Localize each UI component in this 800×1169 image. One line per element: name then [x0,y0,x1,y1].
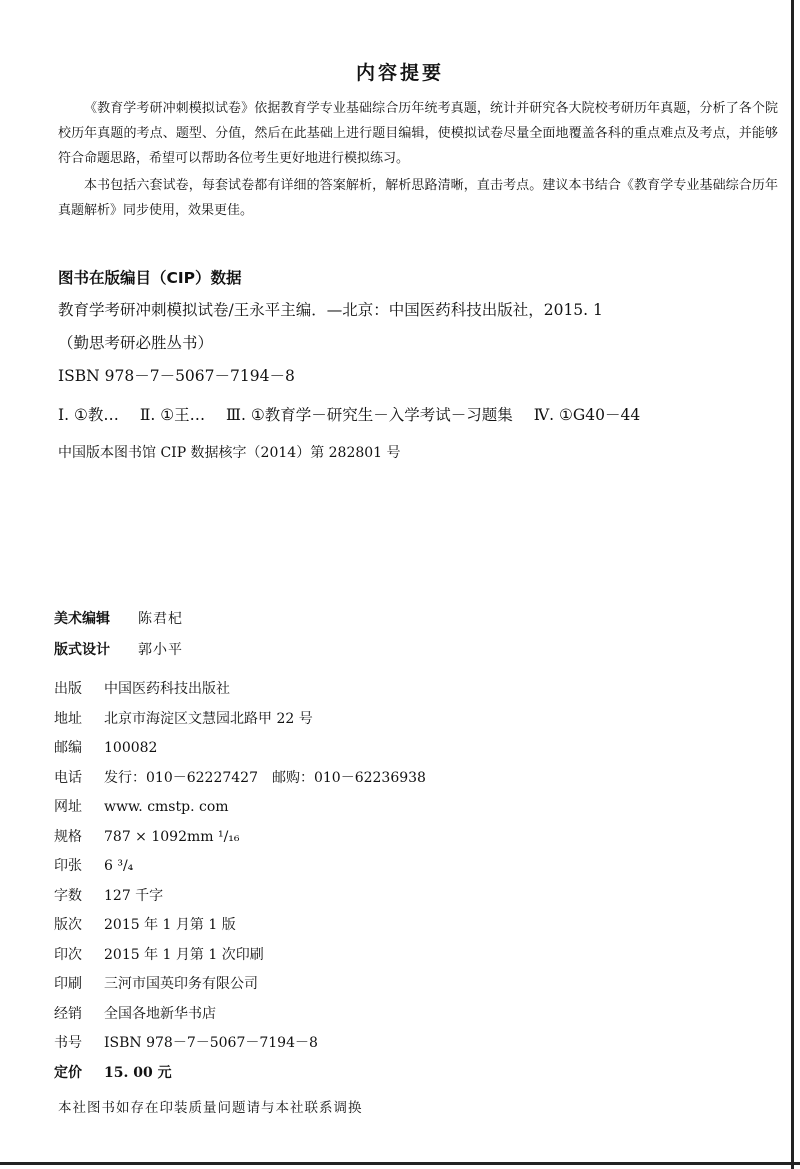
cip-heading: 图书在版编目（CIP）数据 [58,269,242,287]
info-label: 字数 [54,887,82,904]
summary-section [58,96,778,225]
cip-record-number: 中国版本图书馆 CIP 数据核字（2014）第 282801 号 [58,445,401,461]
info-row-printer [54,970,426,1000]
staff-credits [54,604,183,666]
info-value: www. cmstp. com [104,799,229,815]
staff-value: 郭小平 [138,642,183,658]
info-label: 书号 [54,1035,82,1051]
info-label: 经销 [54,1005,82,1022]
info-value: 15. 00 元 [104,1064,172,1081]
staff-value: 陈君杞 [138,611,183,627]
info-row-postcode [54,734,426,764]
info-label: 网址 [54,799,82,815]
info-label: 电话 [54,769,82,786]
info-row-edition [54,911,426,941]
publication-info [54,675,426,1088]
page-border-right [791,0,794,1169]
info-row-address [54,705,426,735]
info-row-distributor [54,1000,426,1030]
staff-label: 版式设计 [54,642,110,658]
info-row-isbn [54,1029,426,1059]
info-value: 三河市国英印务有限公司 [104,976,258,992]
info-row-price [54,1059,426,1089]
staff-row [54,604,183,635]
info-label: 邮编 [54,740,82,756]
info-label: 地址 [54,710,82,727]
cip-series-line: （勤思考研必胜丛书） [58,334,214,352]
summary-title: 内容提要 [355,62,444,84]
info-value: 127 千字 [104,887,164,904]
cip-class-4: Ⅳ. ①G40－44 [533,406,641,424]
info-label: 印次 [54,946,82,963]
info-value: 100082 [104,740,158,756]
cip-class-3: Ⅲ. ①教育学－研究生－入学考试－习题集 [226,406,513,424]
info-label: 定价 [54,1064,82,1081]
cip-section [58,262,778,469]
info-value: ISBN 978－7－5067－7194－8 [104,1035,318,1051]
page-border-bottom [0,1162,800,1165]
info-value: 发行：010－62227427 邮购：010－62236938 [104,769,426,786]
cip-class-1: Ⅰ. ①教… [58,406,119,424]
cip-title-line: 教育学考研冲刺模拟试卷/王永平主编．—北京：中国医药科技出版社，2015. 1 [58,301,603,319]
quality-notice: 本社图书如存在印装质量问题请与本社联系调换 [58,1100,363,1116]
summary-paragraph-1: 《教育学考研冲刺模拟试卷》依据教育学专业基础综合历年统考真题，统计并研究各大院校考研历年真题，分析了各个院校历年真题的考点、题型、分值，然后在此基础上进行题目编辑，使模拟试卷尽量全面地覆盖各科的重点难点及考点，并能够符合命题思路，希望可以帮助各位考生更好地进行模拟练习。 [58,101,778,166]
info-row-printing [54,941,426,971]
info-value: 北京市海淀区文慧园北路甲 22 号 [104,710,313,727]
info-value: 全国各地新华书店 [104,1005,216,1022]
info-value: 2015 年 1 月第 1 次印刷 [104,946,264,963]
info-value: 787 × 1092mm ¹/₁₆ [104,828,240,845]
info-row-website [54,793,426,823]
cip-class-2: Ⅱ. ①王… [139,406,206,424]
cip-classification [58,397,778,433]
info-row-phone [54,764,426,794]
info-label: 规格 [54,828,82,845]
info-value: 2015 年 1 月第 1 版 [104,917,236,933]
info-row-format [54,823,426,853]
info-label: 印刷 [54,976,82,992]
summary-paragraph-2: 本书包括六套试卷，每套试卷都有详细的答案解析，解析思路清晰，直击考点。建议本书结合《教育学专业基础综合历年真题解析》同步使用，效果更佳。 [58,178,778,218]
cip-isbn-line: ISBN 978－7－5067－7194－8 [58,367,295,385]
info-label: 版次 [54,917,82,933]
staff-row [54,635,183,666]
info-label: 出版 [54,681,82,697]
info-value: 6 ³/₄ [104,858,134,874]
info-row-wordcount [54,882,426,912]
info-value: 中国医药科技出版社 [104,681,230,697]
info-label: 印张 [54,858,82,874]
staff-label: 美术编辑 [54,611,110,627]
info-row-publisher [54,675,426,705]
info-row-sheets [54,852,426,882]
